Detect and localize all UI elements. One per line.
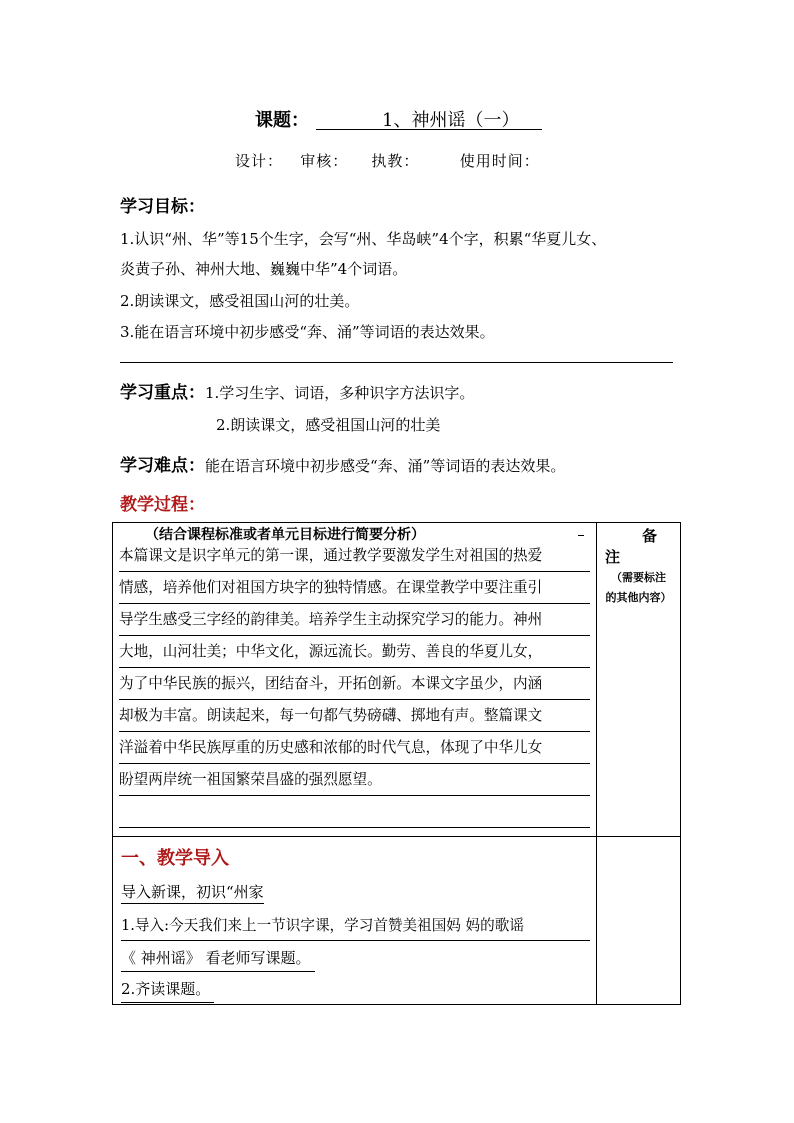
analysis-line: 导学生感受三字经的韵律美。培养学生主动探究学习的能力。神州 bbox=[119, 604, 590, 636]
key-points-heading: 学习重点： bbox=[120, 383, 205, 403]
analysis-line: 情感，培养他们对祖国方块字的独特情感。在课堂教学中要注重引 bbox=[119, 572, 590, 604]
corner-mark bbox=[578, 535, 584, 536]
notes-sub-2: 的其他内容） bbox=[605, 591, 672, 604]
analysis-line: 盼望两岸统一祖国繁荣昌盛的强烈愿望。 bbox=[119, 764, 590, 796]
notes-title-2: 注 bbox=[605, 548, 621, 566]
objective-line: 2.朗读课文，感受祖国山河的壮美。 bbox=[120, 292, 360, 310]
analysis-line: 大地，山河壮美；中华文化，源远流长。勤劳、善良的华夏儿女， bbox=[119, 636, 590, 668]
process-heading: 教学过程： bbox=[120, 495, 205, 515]
analysis-line: 却极为丰富。朗读起来，每一句都气势磅礴、掷地有声。整篇课文 bbox=[119, 700, 590, 732]
analysis-line: 为了中华民族的振兴，团结奋斗，开拓创新。本课文字虽少，内涵 bbox=[119, 668, 590, 700]
analysis-cell bbox=[113, 523, 597, 837]
lesson-table bbox=[112, 522, 681, 1005]
analysis-line bbox=[119, 796, 590, 828]
difficulties-text: 能在语言环境中初步感受“奔、涌”等词语的表达效果。 bbox=[205, 457, 566, 475]
difficulties-heading: 学习难点： bbox=[120, 456, 205, 476]
objective-line: 3.能在语言环境中初步感受“奔、涌”等词语的表达效果。 bbox=[120, 323, 495, 341]
notes-sub-1: （需要标注 bbox=[611, 571, 666, 584]
meta-line: 设计： 审核： 执教： 使用时间： bbox=[235, 152, 540, 170]
key-point-line: 1.学习生字、词语，多种识字方法识字。 bbox=[205, 384, 475, 402]
objectives-heading: 学习目标： bbox=[120, 197, 205, 217]
key-point-line: 2.朗读课文，感受祖国山河的壮美 bbox=[216, 416, 441, 434]
divider bbox=[120, 362, 673, 363]
title-value: 1、神州谣（一） bbox=[316, 106, 542, 130]
analysis-line: 洋溢着中华民族厚重的历史感和浓郁的时代气息，体现了中华儿女 bbox=[119, 732, 590, 764]
title-label: 课题： bbox=[255, 110, 309, 131]
intro-cell bbox=[113, 837, 597, 1005]
lesson-title bbox=[0, 106, 794, 132]
intro-line: 《 神州谣》 看老师写课题。 bbox=[121, 945, 315, 972]
difficulties bbox=[120, 451, 565, 476]
intro-subtitle: 导入新课，初识“州家 bbox=[121, 881, 264, 904]
analysis-header: （结合课程标准或者单元目标进行简要分析） bbox=[145, 527, 425, 543]
intro-line: 2.齐读课题。 bbox=[121, 976, 214, 1003]
intro-notes-cell bbox=[597, 837, 681, 1005]
intro-heading: 一、教学导入 bbox=[121, 848, 229, 869]
objective-line: 炎黄子孙、神州大地、巍巍中华”4个词语。 bbox=[120, 260, 408, 278]
intro-line: 1.导入:今天我们来上一节识字课，学习首赞美祖国妈 妈的歌谣 bbox=[121, 912, 590, 941]
notes-cell bbox=[597, 523, 681, 837]
notes-title-1: 备 bbox=[641, 527, 657, 545]
key-points bbox=[120, 378, 474, 403]
objective-line: 1.认识“州、华”等15个生字，会写“州、华岛峡”4个字，积累“华夏儿女、 bbox=[120, 230, 607, 248]
analysis-line: 本篇课文是识字单元的第一课，通过教学要激发学生对祖国的热爱 bbox=[119, 541, 590, 572]
